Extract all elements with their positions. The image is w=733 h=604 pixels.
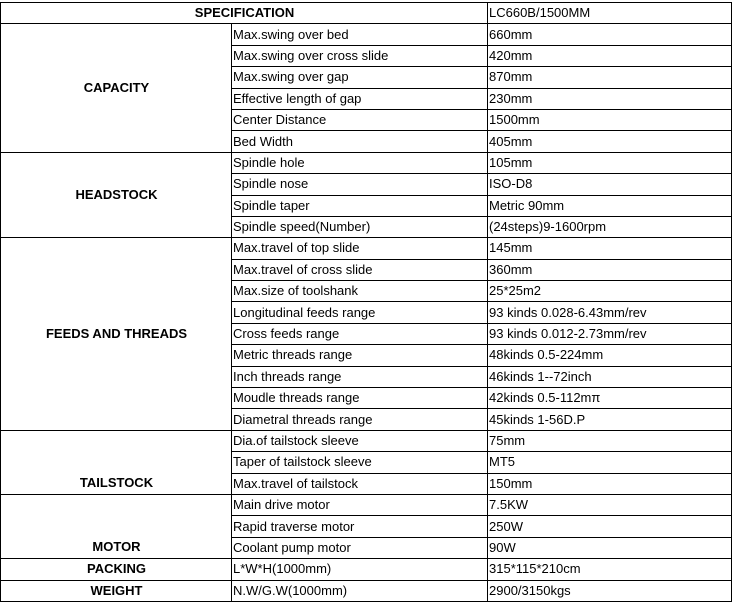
value-cell: 1500mm — [488, 109, 732, 130]
table-row — [1, 559, 732, 580]
value-cell: MT5 — [488, 452, 732, 473]
value-cell: 93 kinds 0.028-6.43mm/rev — [488, 302, 732, 323]
value-cell: 420mm — [488, 45, 732, 66]
table-row — [1, 580, 732, 601]
parameter-cell: Max.travel of top slide — [232, 238, 488, 259]
value-cell: ISO-D8 — [488, 174, 732, 195]
value-cell: 105mm — [488, 152, 732, 173]
parameter-cell: Diametral threads range — [232, 409, 488, 430]
parameter-cell: Max.swing over cross slide — [232, 45, 488, 66]
parameter-cell: Moudle threads range — [232, 388, 488, 409]
section-label: HEADSTOCK — [1, 152, 232, 238]
value-cell: 75mm — [488, 430, 732, 451]
value-cell: 2900/3150kgs — [488, 580, 732, 601]
value-cell: 870mm — [488, 67, 732, 88]
value-cell: 230mm — [488, 88, 732, 109]
parameter-cell: Dia.of tailstock sleeve — [232, 430, 488, 451]
section-label: WEIGHT — [1, 580, 232, 601]
parameter-cell: Spindle nose — [232, 174, 488, 195]
parameter-cell: Cross feeds range — [232, 323, 488, 344]
value-cell: 150mm — [488, 473, 732, 494]
table-row — [1, 430, 732, 451]
parameter-cell: Metric threads range — [232, 345, 488, 366]
parameter-cell: Max.travel of tailstock — [232, 473, 488, 494]
value-cell: 660mm — [488, 24, 732, 45]
parameter-cell: N.W/G.W(1000mm) — [232, 580, 488, 601]
value-cell: 250W — [488, 516, 732, 537]
value-cell: 42kinds 0.5-112mπ — [488, 388, 732, 409]
parameter-cell: Coolant pump motor — [232, 537, 488, 558]
value-cell: (24steps)9-1600rpm — [488, 216, 732, 237]
table-row — [1, 238, 732, 259]
parameter-cell: Rapid traverse motor — [232, 516, 488, 537]
parameter-cell: Max.size of toolshank — [232, 281, 488, 302]
table-row — [1, 24, 732, 45]
parameter-cell: Center Distance — [232, 109, 488, 130]
value-cell: 25*25m2 — [488, 281, 732, 302]
value-cell: 145mm — [488, 238, 732, 259]
parameter-cell: Longitudinal feeds range — [232, 302, 488, 323]
specification-table — [0, 2, 732, 602]
parameter-cell: Max.swing over gap — [232, 67, 488, 88]
value-cell: 93 kinds 0.012-2.73mm/rev — [488, 323, 732, 344]
parameter-cell: Spindle taper — [232, 195, 488, 216]
table-row — [1, 494, 732, 515]
value-cell: 360mm — [488, 259, 732, 280]
parameter-cell: Spindle hole — [232, 152, 488, 173]
parameter-cell: Taper of tailstock sleeve — [232, 452, 488, 473]
value-cell: 405mm — [488, 131, 732, 152]
section-label: PACKING — [1, 559, 232, 580]
header-row — [1, 3, 732, 24]
parameter-cell: Inch threads range — [232, 366, 488, 387]
section-label: MOTOR — [1, 494, 232, 558]
value-cell: Metric 90mm — [488, 195, 732, 216]
parameter-cell: Max.travel of cross slide — [232, 259, 488, 280]
parameter-cell: Max.swing over bed — [232, 24, 488, 45]
value-cell: 7.5KW — [488, 494, 732, 515]
specification-table-body — [1, 3, 732, 602]
parameter-cell: Effective length of gap — [232, 88, 488, 109]
specification-label: SPECIFICATION — [1, 3, 488, 24]
value-cell: 45kinds 1-56D.P — [488, 409, 732, 430]
parameter-cell: L*W*H(1000mm) — [232, 559, 488, 580]
model-label: LC660B/1500MM — [488, 3, 732, 24]
parameter-cell: Main drive motor — [232, 494, 488, 515]
section-label: FEEDS AND THREADS — [1, 238, 232, 431]
parameter-cell: Spindle speed(Number) — [232, 216, 488, 237]
value-cell: 48kinds 0.5-224mm — [488, 345, 732, 366]
value-cell: 46kinds 1--72inch — [488, 366, 732, 387]
value-cell: 90W — [488, 537, 732, 558]
table-row — [1, 152, 732, 173]
parameter-cell: Bed Width — [232, 131, 488, 152]
section-label: CAPACITY — [1, 24, 232, 152]
section-label: TAILSTOCK — [1, 430, 232, 494]
value-cell: 315*115*210cm — [488, 559, 732, 580]
